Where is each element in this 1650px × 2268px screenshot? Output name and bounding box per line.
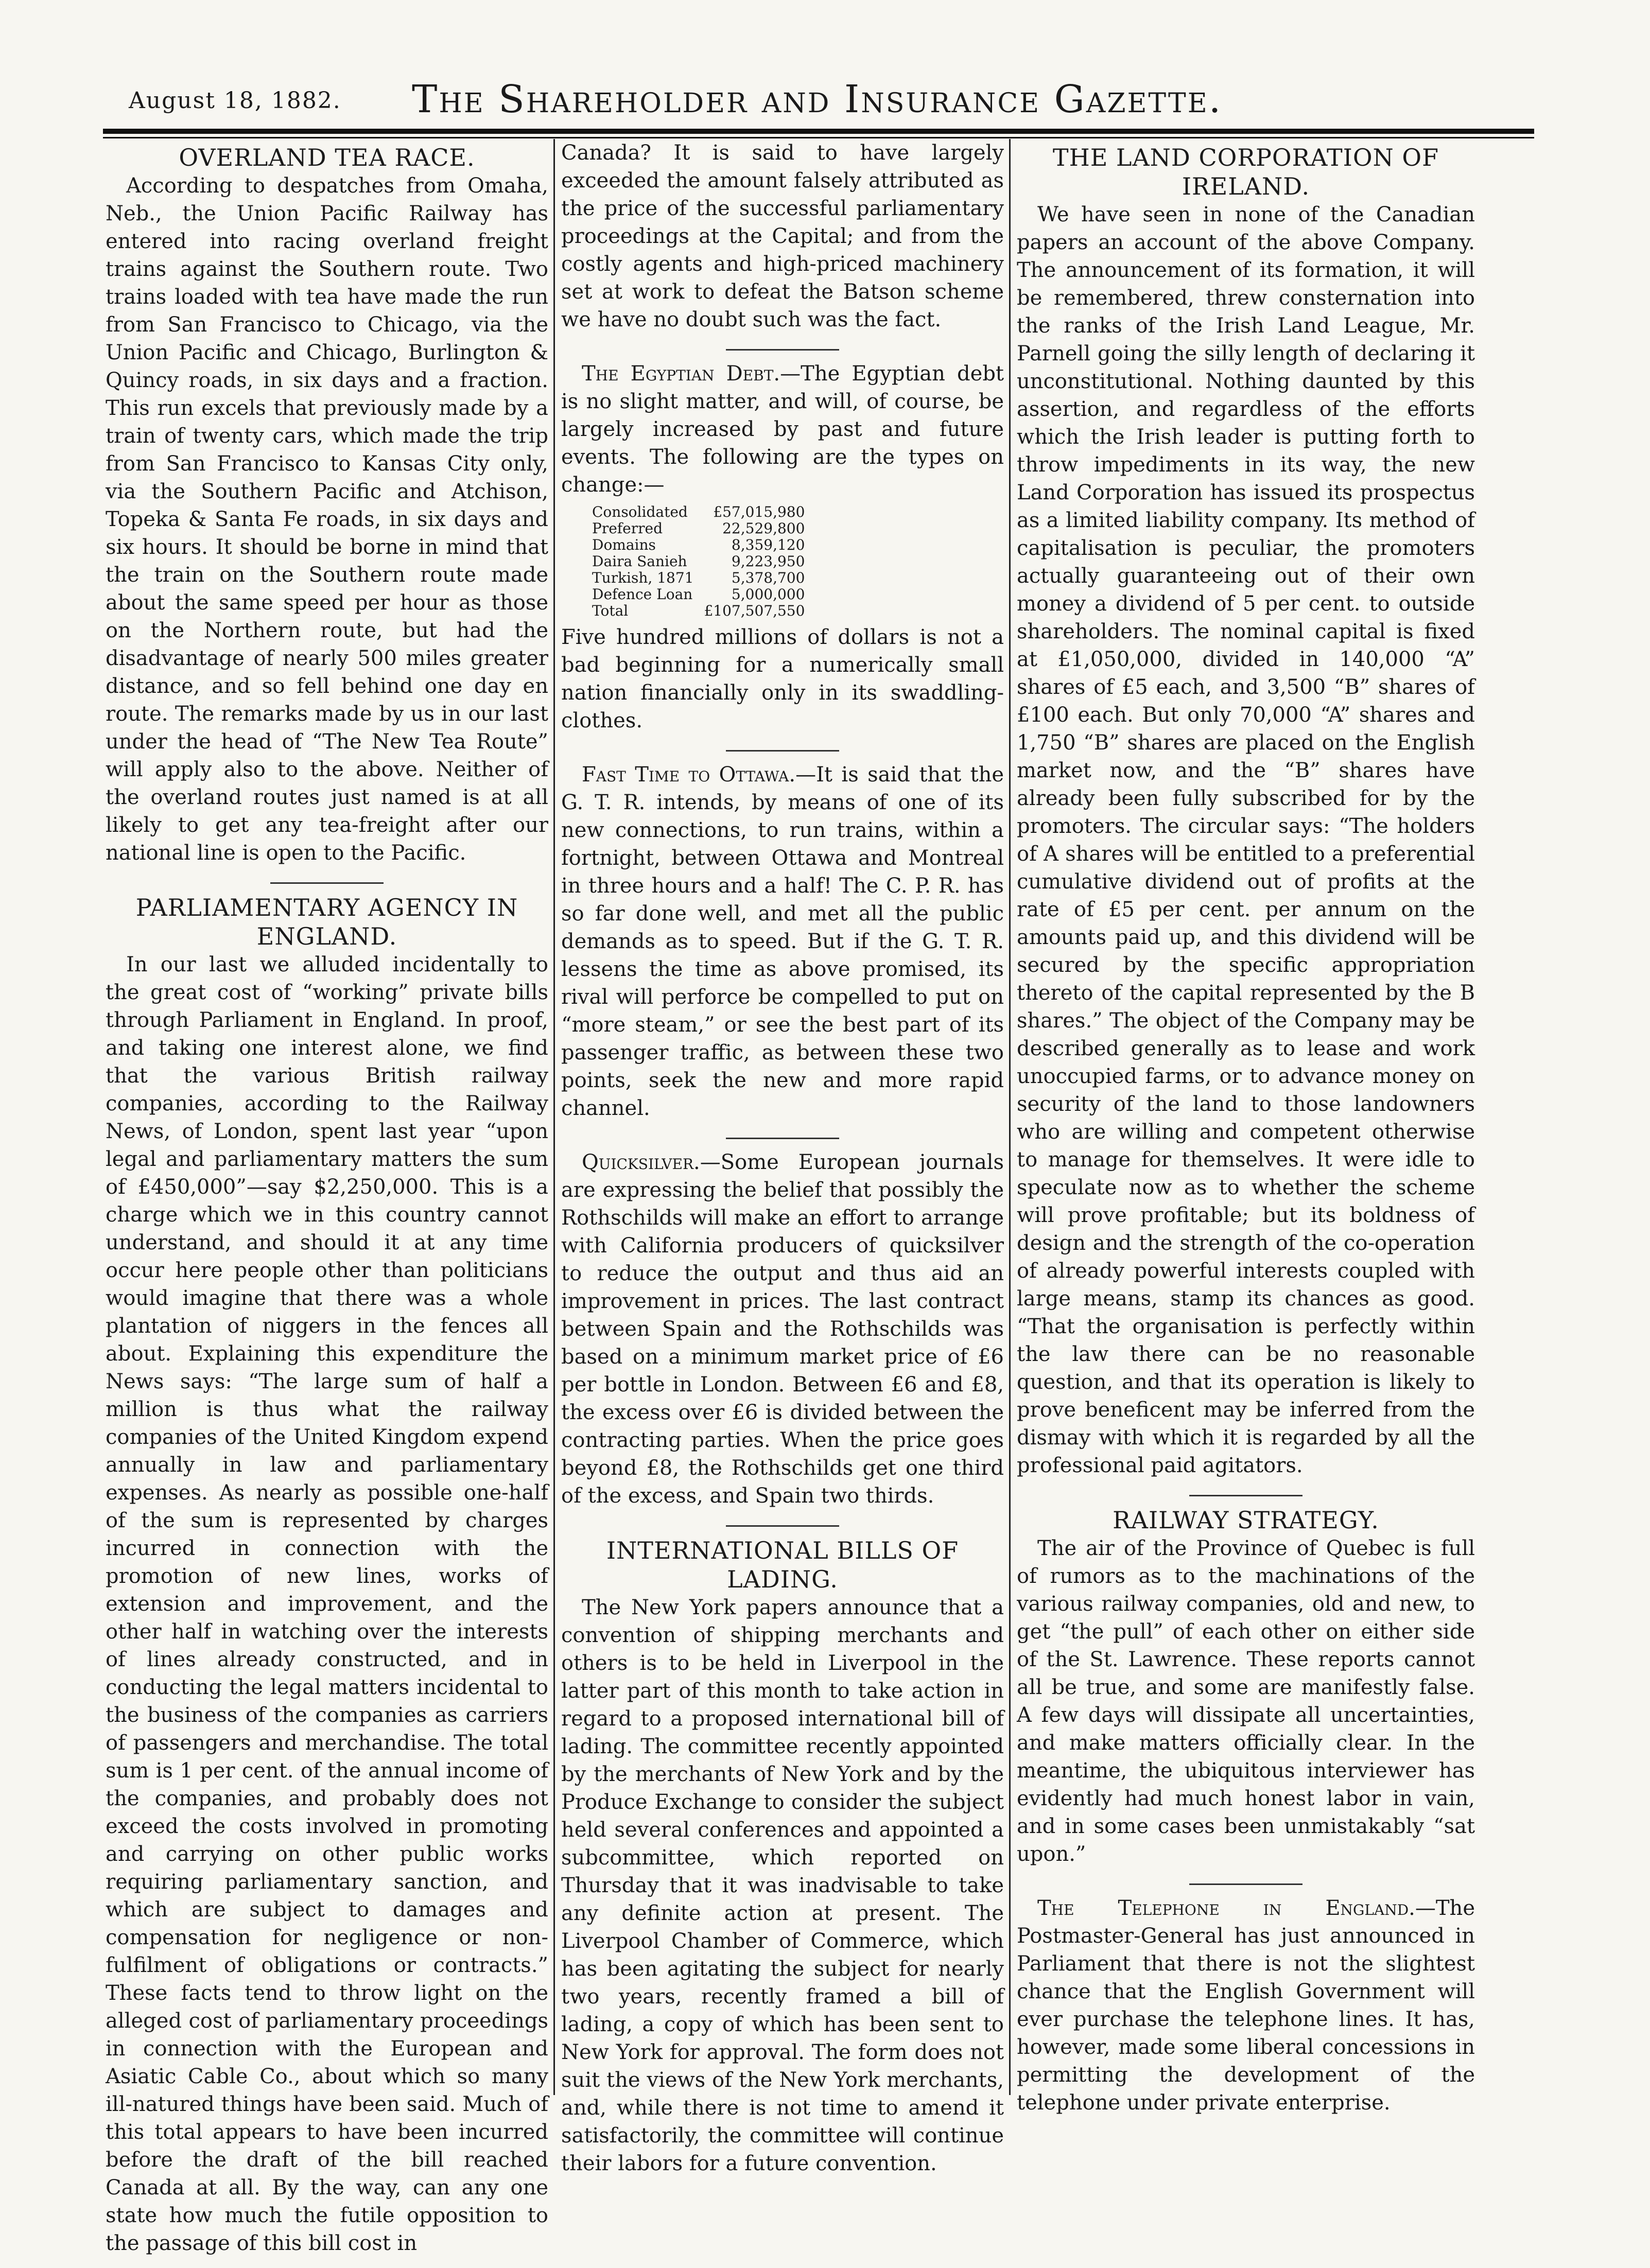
telephone-text: —The Postmaster-General has just announced in Parliament that there is not the slightest chance that the English Government will ever purchase the telephone lines. It has, however, made some liberal concessions in permitting the development of the telephone under private enterprise. <box>1017 1896 1475 2115</box>
egyptian-debt-text: —The Egyptian debt is no slight matter, and will, of course, be largely increased by past and future events. The following are the types on change:— <box>561 362 1004 497</box>
masthead-title: The Shareholder and Insurance Gazette. <box>412 77 1223 121</box>
article-title-bills-of-lading: INTERNATIONAL BILLS OF LADING. <box>606 1537 959 1593</box>
article-title-overland-tea-race: OVERLAND TEA RACE. <box>179 144 475 171</box>
column-2 <box>561 139 1004 2177</box>
debt-total-row <box>592 603 805 619</box>
debt-amount: 5,000,000 <box>731 586 805 603</box>
article-continuation: Canada? It is said to have largely exceeded the amount falsely attributed as the price of the successful parliamentary proceedings at the Capital; and from the costly agents and high-priced machinery set at work to defeat the Batson scheme we have no doubt such was the fact. <box>561 141 1004 332</box>
header-rule-thick <box>103 129 1534 134</box>
article-separator <box>1189 1495 1302 1496</box>
run-in-heading-quicksilver: Quicksilver. <box>582 1150 700 1174</box>
column-divider-2 <box>1009 139 1011 2095</box>
article-body-overland-tea-race: According to despatches from Omaha, Neb., the Union Pacific Railway has entered into racing overland freight trains against the Southern route. Two trains loaded with tea have made the run from San Francisco to Chicago, via the Union Pacific and Chicago, Burlington & Quincy roads, in six days and a fraction. This run excels that previously made by a train of twenty cars, which made the trip from San Francisco to Kansas City only, via the Southern Pacific and Atchison, Topeka & Santa Fe roads, in six days and six hours. It should be borne in mind that the train on the Southern route made about the same speed per hour as those on the Northern route, but had the disadvantage of nearly 500 miles greater distance, and so fell behind one day en route. The remarks made by us in our last under the head of “The New Tea Route” will apply also to the above. Neither of the overland routes just named is at all likely to get any tea-freight after our national line is open to the Pacific. <box>106 174 548 865</box>
debt-amount: £57,015,980 <box>713 503 805 520</box>
debt-label: Domains <box>592 536 656 553</box>
article-separator <box>1189 1883 1302 1885</box>
article-body-railway-strategy: The air of the Province of Quebec is full of rumors as to the machinations of the various railway companies, old and new, to get “the pull” of each other on either side of the St. Lawrence. These reports cannot all be true, and some are manifestly false. A few days will dissipate all uncertainties, and make matters officially clear. In the meantime, the ubiquitous interviewer has evidently had much honest labor in vain, and in some cases been unmistakably “sat upon.” <box>1017 1537 1475 1866</box>
egyptian-debt-table <box>592 504 805 619</box>
quicksilver-text: —Some European journals are expressing the belief that possibly the Rothschilds will make an effort to arrange with California producers of quicksilver to reduce the output and thus aid an improvement in prices. The last contract between Spain and the Rothschilds was based on a minimum market price of £6 per bottle in London. Between £6 and £8, the excess over £6 is divided between the contracting parties. When the price goes beyond £8, the Rothschilds get one third of the excess, and Spain two thirds. <box>561 1150 1004 1508</box>
debt-total-amount: £107,507,550 <box>704 602 805 619</box>
page-header <box>103 77 1534 134</box>
debt-label: Turkish, 1871 <box>592 569 694 586</box>
header-rule-thin <box>103 137 1534 138</box>
debt-label: Defence Loan <box>592 586 693 603</box>
debt-total-label: Total <box>592 602 629 619</box>
article-separator <box>270 882 384 884</box>
article-separator <box>726 1525 839 1527</box>
article-quicksilver <box>561 1148 1004 1510</box>
debt-row <box>592 570 805 586</box>
debt-amount: 8,359,120 <box>731 536 805 553</box>
debt-amount: 22,529,800 <box>722 520 805 537</box>
article-title-parliamentary-agency: PARLIAMENTARY AGENCY IN ENGLAND. <box>135 894 518 950</box>
debt-row <box>592 504 805 520</box>
article-body-parliamentary-agency: In our last we alluded incidentally to the great cost of “working” private bills through Parliament in England. In proof, and taking one interest alone, we find that the various British railway companies, according to the Railway News, of London, spent last year “upon legal and parliamentary matters the sum of £450,000”—say $2,250,000. This is a charge which we in this country cannot understand, and should it at any time occur here people other than politicians would imagine that there was a whole plantation of niggers in the fences all about. Explaining this expenditure the News says: “The large sum of half a million is thus what the railway companies of the United Kingdom expend annually in law and parliamentary expenses. As nearly as possible one-half of the sum is represented by charges incurred in connection with the promotion of new lines, works of extension and improvement, and the other half in watching over the interests of lines already constructed, and in conducting the legal matters incidental to the business of the companies as carriers of passengers and merchandise. The total sum is 1 per cent. of the annual income of the companies, and probably does not exceed the costs involved in promoting and carrying on other public works requiring parliamentary sanction, and which are subject to damages and compensation for negligence or non-fulfilment of obligations or contracts.” These facts tend to throw light on the alleged cost of parliamentary proceedings in connection with the European and Asiatic Cable Co., about which so many ill-natured things have been said. Much of this total appears to have been incurred before the draft of the bill reached Canada at all. By the way, can any one state how much the futile opposition to the passage of this bill cost in <box>106 953 548 2255</box>
article-separator <box>726 750 839 752</box>
article-separator <box>726 349 839 351</box>
article-body-bills-of-lading: The New York papers announce that a convention of shipping merchants and others is to be held in Liverpool in the latter part of this month to take action in regard to a proposed international bill of lading. The committee recently appointed by the merchants of New York and by the Produce Exchange to consider the subject held several conferences and appointed a subcommittee, which reported on Thursday that it was inadvisable to take any definite action at present. The Liverpool Chamber of Commerce, which has been agitating the subject for nearly two years, recently framed a bill of lading, a copy of which has been sent to New York for approval. The form does not suit the views of the New York merchants, and, while there is not time to amend it satisfactorily, the committee will continue their labors for a future convention. <box>561 1596 1004 2175</box>
run-in-heading-telephone: The Telephone in England. <box>1037 1896 1415 1920</box>
debt-amount: 9,223,950 <box>731 553 805 570</box>
debt-row <box>592 520 805 537</box>
article-body-land-corporation: We have seen in none of the Canadian papers an account of the above Company. The announcement of its formation, it will be remembered, threw consternation into the ranks of the Irish Land League, Mr. Parnell going the silly length of declaring it unconstitutional. Nothing daunted by this assertion, and regardless of the efforts which the Irish leader is putting forth to throw impediments in its way, the new Land Corporation has issued its prospectus as a limited liability company. Its method of capitalisation is peculiar, the promoters actually guaranteeing out of their own money a dividend of 5 per cent. to outside shareholders. The nominal capital is fixed at £1,050,000, divided in 140,000 “A” shares of £5 each, and 3,500 “B” shares of £100 each. But only 70,000 “A” shares and 1,750 “B” shares are placed on the English market now, and the “B” shares have already been fully subscribed for by the promoters. The circular says: “The holders of A shares will be entitled to a preferential cumulative dividend out of profits at the rate of £5 per cent. per annum on the amounts paid up, and this dividend will be secured by the specific appropriation thereto of the capital represented by the B shares.” The object of the Company may be described generally as to lease and work unoccupied farms, or to advance money on security of the land to those landowners who are willing and competent otherwise to manage for themselves. It were idle to speculate now as to whether the scheme will prove profitable; but its boldness of design and the strength of the co-operation of already powerful interests coupled with large means, stamp its chances as good. “That the organisation is perfectly within the law there can be no reasonable question, and that its operation is likely to prove beneficent may be inferred from the dismay with which it is regarded by all the professional paid agitators. <box>1017 203 1475 1477</box>
debt-row <box>592 553 805 570</box>
debt-amount: 5,378,700 <box>731 569 805 586</box>
ottawa-text: —It is said that the G. T. R. intends, by means of one of its new connections, to run trains, within a fortnight, between Ottawa and Montreal in three hours and a half! The C. P. R. has so far done well, and met all the public demands as to speed. But if the G. T. R. lessens the time as above promised, its rival will perforce be compelled to put on “more steam,” or see the best part of its passenger traffic, as between these two points, seek the new and more rapid channel. <box>561 763 1004 1120</box>
article-fast-time-to-ottawa <box>561 761 1004 1122</box>
run-in-heading-egyptian-debt: The Egyptian Debt. <box>582 362 780 386</box>
debt-label: Consolidated <box>592 503 688 520</box>
debt-row <box>592 586 805 603</box>
column-divider-1 <box>553 139 555 2095</box>
article-title-railway-strategy: RAILWAY STRATEGY. <box>1113 1506 1379 1534</box>
article-egyptian-debt <box>561 360 1004 499</box>
column-3 <box>1017 139 1475 2117</box>
article-separator <box>726 1138 839 1139</box>
debt-label: Daira Sanieh <box>592 553 687 570</box>
article-title-land-corporation: THE LAND CORPORATION OF IRELAND. <box>1052 144 1439 200</box>
debt-row <box>592 537 805 553</box>
issue-date: August 18, 1882. <box>129 88 341 114</box>
debt-label: Preferred <box>592 520 663 537</box>
egyptian-debt-conclusion: Five hundred millions of dollars is not a bad beginning for a numerically small nation financially only in its swaddling-clothes. <box>561 625 1004 732</box>
article-telephone-in-england <box>1017 1894 1475 2117</box>
run-in-heading-ottawa: Fast Time to Ottawa. <box>582 763 796 787</box>
column-1 <box>106 139 548 2257</box>
